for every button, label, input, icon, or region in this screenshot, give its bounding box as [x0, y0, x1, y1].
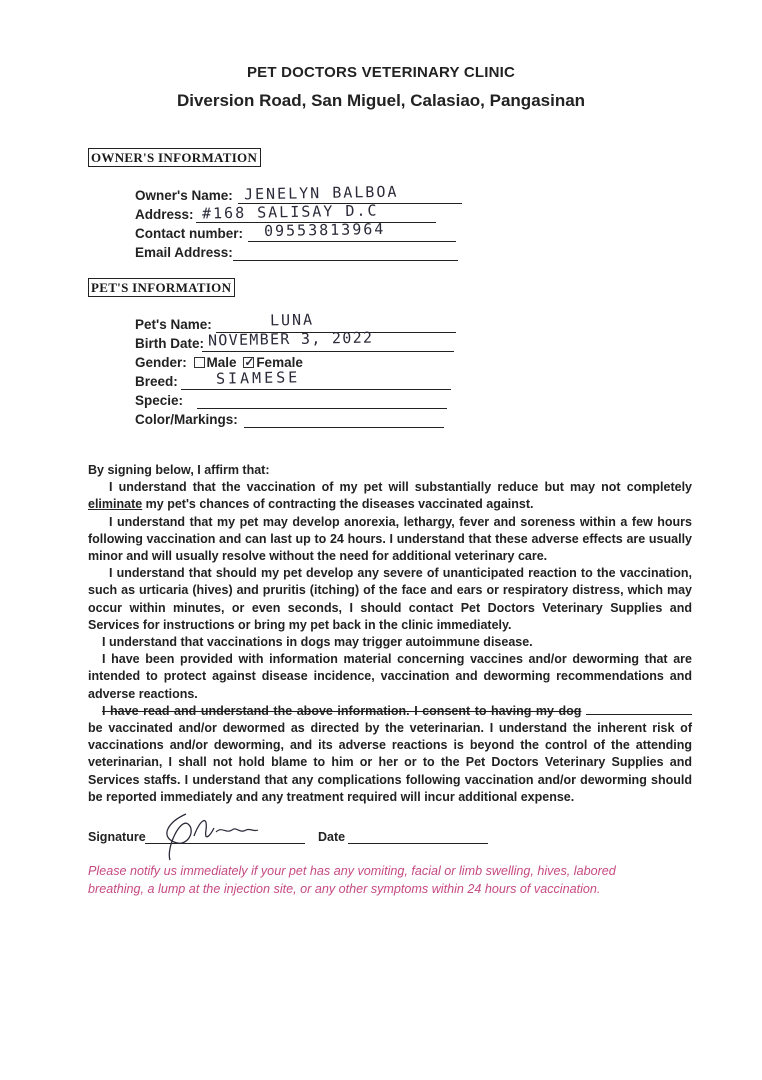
paragraph-side-effects: I understand that my pet may develop anorexia, lethargy, fever and soreness within a few hours following vaccination and can last up to 24 hours. I understand that these adverse effects are usually minor and will usually resolve without the need for additional veterinary care.	[88, 514, 692, 564]
date-label: Date	[318, 830, 346, 844]
male-checkbox[interactable]	[194, 357, 205, 368]
affirmation-intro: By signing below, I affirm that:	[88, 463, 270, 477]
color-markings-label: Color/Markings:	[135, 412, 238, 427]
signature-label: Signature	[88, 830, 146, 844]
p1-text-b: my pet's chances of contracting the diseases vaccinated against.	[145, 497, 534, 512]
clinic-address: Diversion Road, San Miguel, Calasiao, Pangasinan	[176, 91, 586, 110]
breed-value: SIAMESE	[215, 368, 301, 388]
consent-text-rest: be vaccinated and/or dewormed as directed by the veterinarian. I understand the inherent risk of vaccinations and/or deworming, and its adverse reactions is beyond the control of the attending veterinarian, I shall not hold blame to him or her or to the Pet Doctors Veterinary Supplies and Services staffs. I understand that any complications following vaccination and/or deworming should be reported immediately and any treatment required will incur additional expense.	[88, 721, 692, 804]
breed-label: Breed:	[135, 374, 178, 389]
email-line[interactable]	[233, 260, 458, 261]
contact-number-label: Contact number:	[135, 226, 243, 241]
birth-date-label: Birth Date:	[135, 336, 205, 351]
p1-text-a: I understand that the vaccination of my pet will substantially reduce but may not completely	[109, 480, 692, 495]
paragraph-information-provided: I have been provided with information material concerning vaccines and/or deworming that are intended to protect against disease incidence, vaccination and deworming recommendations and adverse reactions.	[88, 652, 692, 701]
address-value: #168 SALISAY D.C	[201, 201, 379, 223]
handwritten-signature	[150, 806, 270, 862]
female-option-label: Female	[256, 355, 303, 370]
affirmation-block	[88, 462, 692, 806]
p1-underlined-word: eliminate	[88, 497, 143, 512]
color-markings-line[interactable]	[244, 427, 444, 428]
owner-name-value: JENELYN BALBOA	[243, 182, 399, 204]
birth-date-line[interactable]	[202, 351, 454, 352]
contact-number-line[interactable]	[248, 241, 456, 242]
female-checkbox[interactable]	[243, 357, 254, 368]
pet-name-label: Pet's Name:	[135, 317, 212, 332]
paragraph-autoimmune: I understand that vaccinations in dogs may trigger autoimmune disease.	[102, 635, 533, 650]
gender-label: Gender:	[135, 355, 187, 370]
pet-section-heading: PET'S INFORMATION	[88, 278, 235, 297]
contact-number-value: 09553813964	[263, 219, 386, 241]
male-option-label: Male	[206, 355, 237, 370]
pet-name-value: LUNA	[269, 310, 315, 330]
date-line[interactable]	[348, 843, 488, 844]
address-label: Address:	[135, 207, 194, 222]
clinic-name: PET DOCTORS VETERINARY CLINIC	[246, 64, 516, 81]
breed-line[interactable]	[181, 389, 451, 390]
email-label: Email Address:	[135, 245, 233, 260]
dog-name-blank[interactable]	[586, 704, 692, 715]
consent-struck-text: I have read and understand the above information. I consent to having my dog	[102, 703, 582, 718]
birth-date-value: NOVEMBER 3, 2022	[207, 328, 374, 350]
paragraph-severe-reaction: I understand that should my pet develop any severe of unanticipated reaction to the vaccination, such as urticaria (hives) and pruritis (itching) of the face and ears or respiratory distress, which may occur within minutes, or even seconds, I should contact Pet Doctors Veterinary Supplies and Services for instructions or bring my pet back in the clinic immediately.	[88, 566, 692, 632]
owner-name-label: Owner's Name:	[135, 188, 233, 203]
paragraph-vaccination-reduce	[88, 479, 692, 513]
notice-text: Please notify us immediately if your pet has any vomiting, facial or limb swelling, hives, labored breathing, a lump at the injection site, or any other symptoms within 24 hours of vaccination.	[88, 864, 616, 896]
check-mark-icon: ✓	[244, 355, 255, 369]
specie-label: Specie:	[135, 393, 184, 408]
owner-section-heading: OWNER'S INFORMATION	[88, 148, 261, 167]
paragraph-consent	[88, 703, 692, 806]
specie-line[interactable]	[197, 408, 447, 409]
